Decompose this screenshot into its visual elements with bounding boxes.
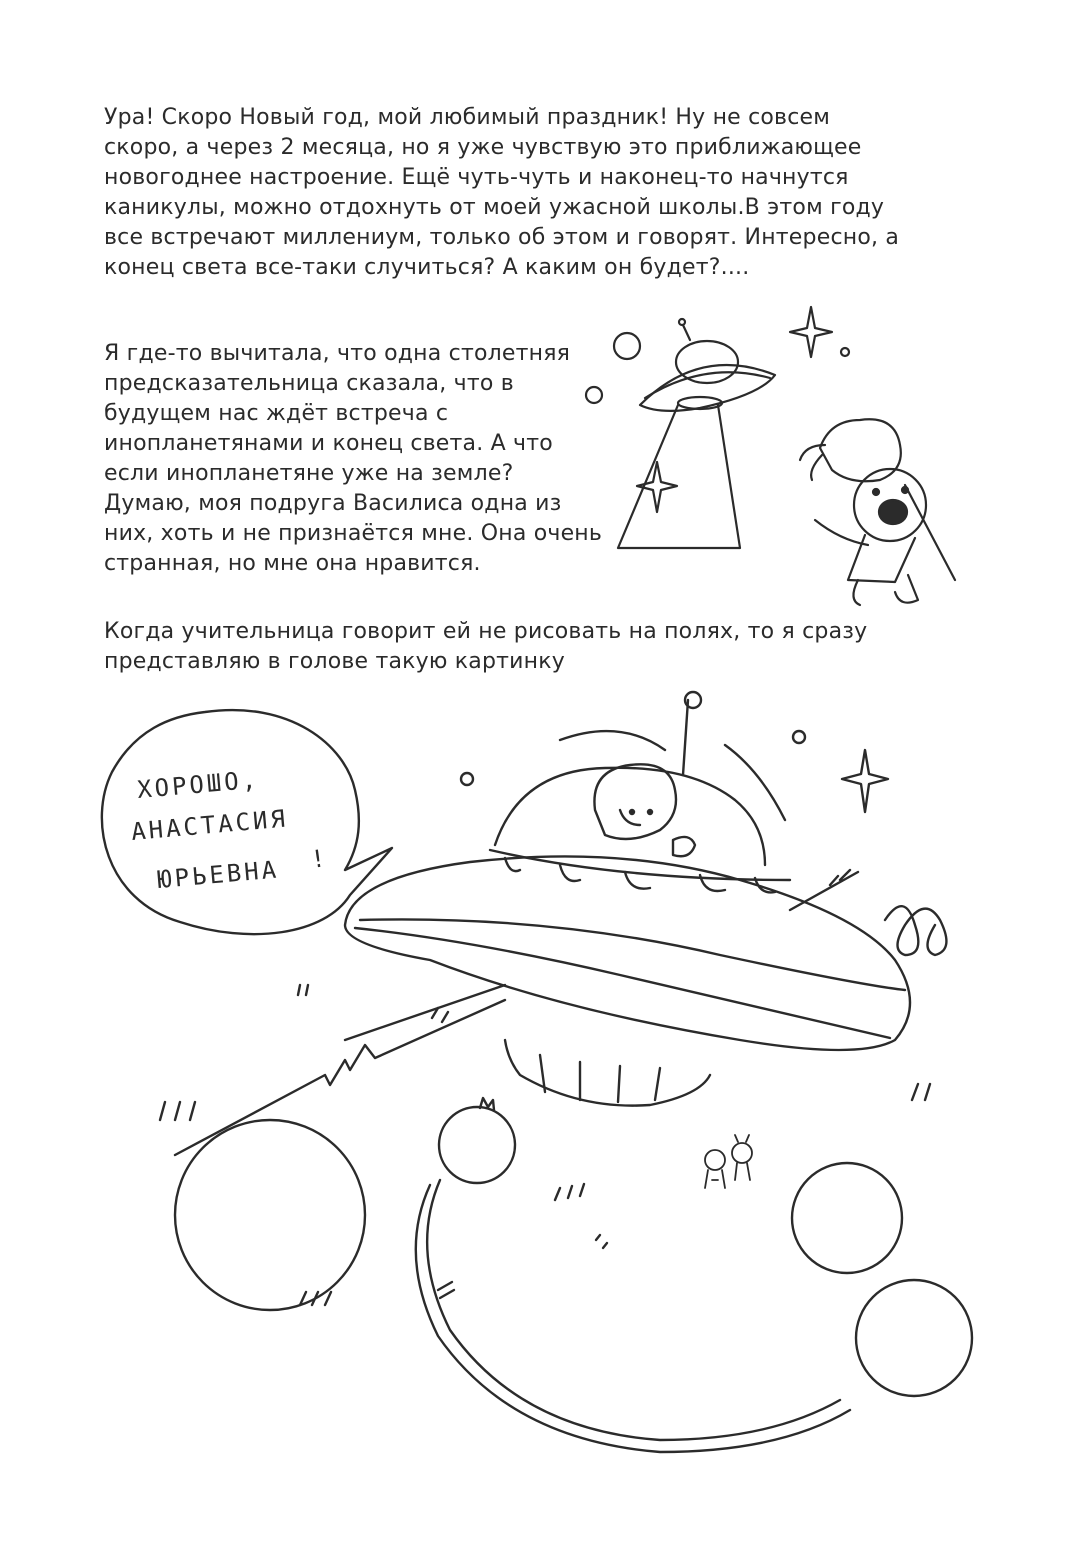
text-line: предсказательница сказала, что в [104, 371, 514, 396]
text-line: каникулы, можно отдохнуть от моей ужасной школы.В этом году [104, 195, 885, 220]
text-line: скоро, а через 2 месяца, но я уже чувствую это приближающее [104, 135, 862, 160]
ufo-saucer [345, 856, 910, 1050]
svg-text:ХОРОШО,: ХОРОШО, [136, 765, 261, 804]
svg-text:!: ! [308, 843, 331, 874]
ufo-underside [505, 1040, 710, 1106]
svg-text:ЮРЬЕВНА: ЮРЬЕВНА [156, 855, 281, 894]
sparkle-icon [842, 750, 888, 812]
planet-circle [175, 1120, 365, 1310]
text-line: них, хоть и не признаётся мне. Она очень [104, 521, 603, 546]
spiral-icon [885, 906, 946, 955]
ufo-antenna [683, 700, 688, 775]
text-line: Когда учительница говорит ей не рисовать на полях, то я сразу [104, 619, 868, 644]
svg-text:АНАСТАСИЯ: АНАСТАСИЯ [130, 804, 289, 846]
text-line: все встречают миллениум, только об этом и говорят. Интересно, а [104, 225, 900, 250]
speech-bubble-text [130, 765, 330, 894]
text-line: Думаю, моя подруга Василиса одна из [104, 491, 562, 516]
planet-circle [439, 1107, 515, 1183]
text-line: будущем нас ждёт встреча с [104, 401, 449, 426]
ufo-ring [490, 850, 790, 880]
planet-circle [856, 1280, 972, 1396]
text-line: конец света все-таки случиться? А каким он будет?.... [104, 255, 750, 280]
text-line: новогоднее настроение. Ещё чуть-чуть и наконец-то начнутся [104, 165, 849, 190]
ufo-dome [495, 768, 765, 865]
pilot-girl [594, 764, 695, 856]
text-line: если инопланетяне уже на земле? [104, 461, 514, 486]
text-line: Я где-то вычитала, что одна столетняя [104, 341, 571, 366]
smile-arc [427, 1180, 840, 1440]
text-line: Ура! Скоро Новый год, мой любимый праздник! Ну не совсем [104, 105, 831, 130]
text-line: представляю в голове такую картинку [104, 649, 565, 674]
text-line: странная, но мне она нравится. [104, 551, 481, 576]
tiny-aliens [705, 1135, 752, 1188]
planet-circle [792, 1163, 902, 1273]
text-line: инопланетянами и конец света. А что [104, 431, 553, 456]
